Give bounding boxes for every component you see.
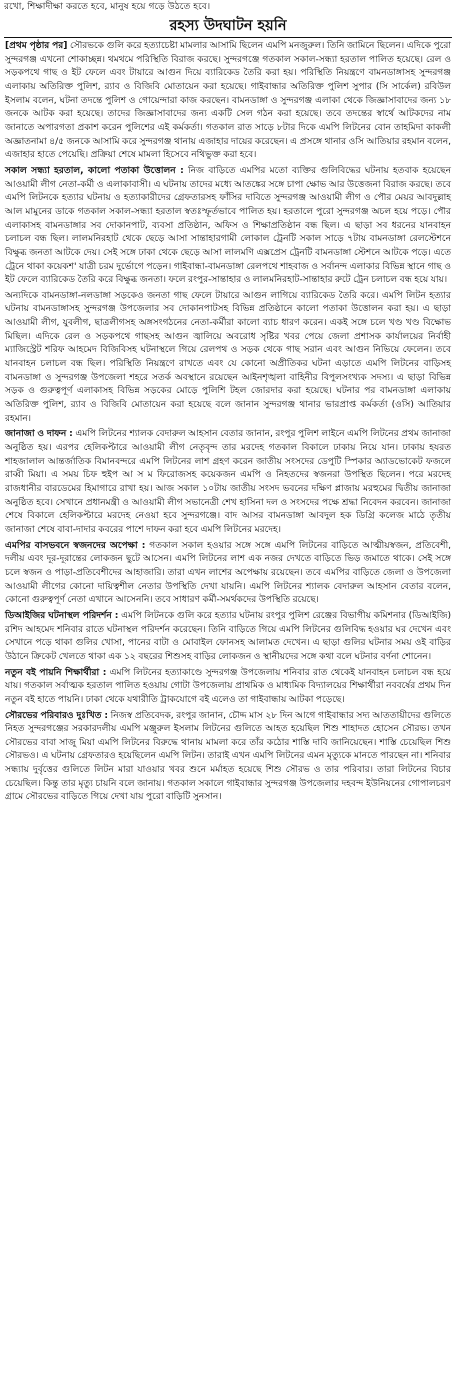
article-headline: রহস্য উদঘাটন হয়নি [169, 18, 287, 34]
article-body [5, 40, 451, 807]
paragraph-lead [5, 40, 451, 163]
subheading: ডিআইজির ঘটনাস্থল পরিদর্শন : [5, 610, 119, 621]
subheading: সকাল সন্ধ্যা হরতাল, কালো পতাকা উত্তোলন : [5, 165, 184, 176]
paragraph-text: অন্যদিকে বামনডাঙ্গা-নলডাঙ্গা সড়কেও জনতা গাছ ফেলে টায়ারে আগুন লাগিয়ে ব্যারিকেড তৈরি করে। এমপি লিটন হত্যার ঘটনায় বামনডাঙ্গাসহ সুন্দরগঞ্জ উপজেলার সব দোকানপাটসহ বিভিন্ন প্রতিষ্ঠানে কালো পতাকা উত্তোলন করা হয়। এ ছাড়া আওয়ামী লীগ, যুবলীগ, ছাত্রলীগসহ অঙ্গসংগঠনের নেতা-কর্মীরা কালো ব্যাচ ধারণ করেন। একই সঙ্গে চলে খণ্ড খণ্ড বিক্ষোভ মিছিল। এদিকে রেল ও সড়কপথে গাছসহ আগুন জ্বালিয়ে অবরোধ সৃষ্টির খবর পেয়ে জেলা প্রশাসক কার্যালয়ের নির্বাহী ম্যাজিস্ট্রেট শরিফ আহমেদ বিজিবিসহ ঘটনাস্থলে গিয়ে রেলপথ ও সড়ক থেকে গাছ সরান এবং আগুন নিভিয়ে ফেলেন। তবে যানবাহন চলাচল বন্ধ ছিল। পরিস্থিতি নিয়ন্ত্রণে রাখতে এবং যে কোনো অপ্রীতিকর ঘটনা এড়াতে এমপি লিটনের বাড়িসহ বামনডাঙ্গা ও সুন্দরগঞ্জ উপজেলা শহরে সতর্ক অবস্থানে রয়েছেন আইনশৃঙ্খলা বাহিনীর বিপুলসংখ্যক সদস্য। এ ছাড়া বিভিন্ন সড়ক ও গুরুত্বপূর্ণ এলাকাসহ বিভিন্ন সড়কের মোড়ে পুলিশি টহল জোরদার করা হয়েছে। ঘটনার পর বামনডাঙ্গা এলাকায় অতিরিক্ত পুলিশ, র‌্যাব ও বিজিবি মোতায়েন করা হয়েছে বলে জানান সুন্দরগঞ্জ থানার ভারপ্রাপ্ত কর্মকর্তা (ওসি) আতিয়ার রহমান। [5, 290, 451, 424]
previous-article-fragment: রখো, শিক্ষাদীক্ষা করতে হবে, মানুষ হয়ে গড়ে উঠতে হবে। [4, 1, 211, 12]
paragraph-text: এমপি লিটনের শ্যালক বেদারুল আহসান বেতার জানান, রংপুর পুলিশ লাইনে এমপি লিটনের প্রথম জানাজা অনুষ্ঠিত হয়। এরপর হেলিকপ্টারে আওয়ামী লীগ নেতৃবৃন্দ তার মরদেহ গতকাল বিকালে ঢাকায় নিয়ে যান। ঢাকায় হযরত শাহজালাল আন্তর্জাতিক বিমানবন্দরে এমপি লিটনের লাশ গ্রহণ করেন জাতীয় সংসদের ডেপুটি স্পিকার অ্যাডভোকেট ফজলে রাব্বী মিয়া। এ সময় চিফ হুইপ আ স ম ফিরোজসহ কয়েকজন এমপি ও নিহতদের স্বজনরা উপস্থিত ছিলেন। পরে মরদেহ রাজধানীর বারডেমের হিমাগারে রাখা হয়। আজ সকাল ১০টায় জাতীয় সংসদ ভবনের দক্ষিণ প্লাজায় মরহুমের দ্বিতীয় জানাজা অনুষ্ঠিত হবে। সেখানে প্রধানমন্ত্রী ও আওয়ামী লীগ সভানেত্রী শেখ হাসিনা দল ও সংসদের পক্ষে শ্রদ্ধা নিবেদন করবেন। জানাজা শেষে বিকালে হেলিকপ্টারে মরদেহ নেওয়া হবে সুন্দরগঞ্জে। বাদ আসর বামনডাঙ্গা আবদুল হক ডিগ্রি কলেজ মাঠে তৃতীয় জানাজা শেষে বাবা-দাদার কবরের পাশে দাফন করা হবে এমপি লিটনের মরদেহ। [5, 429, 452, 535]
paragraph-text: এমপি লিটনকে গুলি করে হত্যার ঘটনায় রংপুর পুলিশ রেঞ্জের বিভাগীয় কমিশনার (ডিআইজি) রশিদ আহমেদ শনিবার রাতে ঘটনাস্থল পরিদর্শন করেছেন। তিনি বাড়িতে গিয়ে এমপি লিটনের গুলিবিদ্ধ হওয়ার ঘর দেখেন এবং সেখানে পড়ে থাকা গুলির খোসা, পানের বাটা ও মোবাইল ফোনসহ আলামত দেখেন। এ ছাড়া গুলির ঘটনার সময় ওই বাড়ির উঠানে ক্রিকেট খেলতে থাকা এক ১২ বছরের শিশুসহ বাড়ির লোকজন ও স্থানীয়দের সঙ্গে কথা বলে ঘটনার বর্ণনা শোনেন। [5, 610, 451, 662]
subheading: এমপির বাসভবনে স্বজনদের অপেক্ষা : [5, 540, 146, 551]
subheading: জানাজা ও দাফন : [5, 429, 73, 440]
paragraph-sourav-family [5, 710, 451, 806]
paragraph-hartal [5, 165, 451, 288]
paragraph-barricade [5, 290, 451, 427]
headline-rule [4, 37, 452, 38]
paragraph-text: এমপি লিটনের হত্যাকাণ্ডে সুন্দরগঞ্জ উপজেলায় শনিবার রাত থেকেই যানবাহন চলাচল বন্ধ হয়ে যায়। গতকাল সর্বাত্মক হরতাল পালিত হওয়ায় গোটা উপজেলায় প্রাথমিক ও মাধ্যমিক বিদ্যালয়ের শিক্ষার্থীরা নববর্ষের প্রথম দিন নতুন বই হাতে পায়নি। ঢাকা থেকে যথারীতি ট্রাকযোগে বই এলেও তা গাইবান্ধায় আটকা পড়েছে। [5, 667, 451, 705]
paragraph-text: গতকাল সকাল হওয়ার সঙ্গে সঙ্গে এমপি লিটনের বাড়িতে আত্মীয়স্বজন, প্রতিবেশী, দলীয় এবং দূর-দূরান্তের লোকজন ছুটে আসেন। এমপি লিটনের লাশ এক নজর দেখতে বাড়িতে ভিড় জমাতে থাকে। সেই সঙ্গে চলে স্বজন ও পাড়া-প্রতিবেশীদের আহাজারি। তারা এখন লাশের অপেক্ষায় রয়েছেন। তবে এমপির বাড়িতে জেলা ও উপজেলা আওয়ামী লীগের কোনো দায়িত্বশীল নেতার উপস্থিতি দেখা যায়নি। এমপি লিটনের শ্যালক বেদারুল আহসান বেতার বলেন, কোনো গুরুত্বপূর্ণ নেতা এখানে আসেননি। তবে সাধারণ কর্মী-সমর্থকদের উপস্থিতি রয়েছে। [5, 540, 451, 606]
paragraph-dig-visit [5, 610, 451, 665]
paragraph-text: নিজ বাড়িতে এমপির মতো ব্যক্তির গুলিবিদ্ধের ঘটনায় হতবাক হয়েছেন আওয়ামী লীগ নেতা-কর্মী ও এলাকাবাসী। এ ঘটনায় তাদের মধ্যে আতঙ্কের সঙ্গে চাপা ক্ষোভ আর উত্তেজনা বিরাজ করছে। তবে এমপি লিটনকে হত্যার ঘটনায় ও হত্যাকারীদের গ্রেফতারসহ ফাঁসির দাবিতে সুন্দরগঞ্জ আওয়ামী লীগ ও পৌর মেয়র আবদুল্লাহ আল মামুনের ডাকে গতকাল সকাল-সন্ধ্যা হরতাল স্বতঃস্ফূর্তভাবে পালিত হয়। হরতালে পুরো সুন্দরগঞ্জ অচল হয়ে পড়ে। পৌর এলাকাসহ বামনডাঙ্গার সব দোকানপাট, ব্যবসা প্রতিষ্ঠান, অফিস ও শিক্ষাপ্রতিষ্ঠান বন্ধ ছিল। এ ছাড়া সব ধরনের যানবাহন চলাচল বন্ধ ছিল। লালমনিরহাট থেকে ছেড়ে আসা সান্তাহারগামী লোকাল ট্রেনটি সকাল সাড়ে ৭টায় বামনডাঙ্গা রেলস্টেশনে বিক্ষুব্ধ জনতা আটকে দেয়। সেই সঙ্গে ঢাকা থেকে ছেড়ে আসা লালমণি এক্সপ্রেস ট্রেনটি বামনডাঙ্গা স্টেশনে আটকে পড়ে। এতে ট্রেনে থাকা কয়েকশ' যাত্রী চরম দুর্ভোগে পড়েন। গাইবান্ধা-বামনডাঙ্গা রেলপথে শাহবাজ ও সর্বানন্দ এলাকার বিভিন্ন স্থানে গাছ ও ইট ফেলে ব্যারিকেড তৈরি করে বিক্ষুব্ধ জনতা। ফলে রংপুর-সান্তাহার ও লালমনিরহাট-সান্তাহার রুটে ট্রেন চলাচল বন্ধ হয়ে যায়। [5, 165, 451, 286]
subheading: সৌরভের পরিবারও দুঃখিত : [5, 710, 108, 721]
paragraph-new-books [5, 667, 451, 708]
subheading: নতুন বই পায়নি শিক্ষার্থীরা : [5, 667, 107, 678]
paragraph-text: নিজস্ব প্রতিবেদক, রংপুর জানান, চৌদ্দ মাস ২৮ দিন আগে গাইবান্ধার সদ্য আততায়ীদের গুলিতে নিহত সুন্দরগঞ্জের সরকারদলীয় এমপি মঞ্জুরুল ইসলাম লিটনের গুলিতে আহত হয়েছিল শিশু শাহাদত হোসেন সৌরভ। তখন সৌরভের বাবা সাজু মিয়া এমপি লিটনের বিরুদ্ধে থানায় মামলা করে তাঁর কঠোর শাস্তি দাবি জানিয়েছেন। শাস্তি চেয়েছিল শিশু সৌরভও। এ ঘটনায় গ্রেফতারও হয়েছিলেন এমপি লিটন। তারাই এখন এমপি লিটনের এমন মৃত্যুকে মানতে পারছেন না। শনিবার সন্ধ্যায় দুর্বৃত্তের গুলিতে লিটন মারা যাওয়ার খবর শুনে মর্মাহত হয়েছে শিশু সৌরভ ও তার পরিবার। তারা লিটনের বিচার চেয়েছিল। কিন্তু তার মৃত্যু চায়নি বলে জানায়। গতকাল সকালে গাইবান্ধার সুন্দরগঞ্জ উপজেলার দহবন্দ ইউনিয়নের গোপালচরণ গ্রামে সৌরভের বাড়িতে গিয়ে দেখা যায় পুরো বাড়িটি সুনসান। [5, 710, 452, 803]
paragraph-relatives [5, 540, 451, 608]
paragraph-janaja [5, 428, 451, 537]
continued-from-label: [প্রথম পৃষ্ঠার পর] [5, 41, 68, 51]
paragraph-text: সৌরভকে গুলি করে হত্যাচেষ্টা মামলার আসামি ছিলেন এমপি মনজুরুল। তিনি জামিনে ছিলেন। এদিকে পুরো সুন্দরগঞ্জ এখনো শোকাচ্ছন্ন। থমথমে পরিস্থিতি বিরাজ করছে। সুন্দরগঞ্জে গতকাল সকাল-সন্ধ্যা হরতাল পালিত হয়েছে। রেল ও সড়কপথে গাছ ও ইট ফেলে এবং টায়ারে আগুন দিয়ে ব্যারিকেড তৈরি করা হয়। পরিস্থিতি নিয়ন্ত্রণে বামনডাঙ্গাসহ সুন্দরগঞ্জ এলাকায় অতিরিক্ত পুলিশ, র‌্যাব ও বিজিবি মোতায়েন করা হয়েছে। গাইবান্ধার অতিরিক্ত পুলিশ সুপার (সি সার্কেল) রবিউল ইসলাম বলেন, ঘটনা তদন্তে পুলিশ ও গোয়েন্দারা কাজ করছেন। বামনডাঙ্গা ও সুন্দরগঞ্জ এলাকা থেকে জিজ্ঞাসাবাদের জন্য ১৮ জনকে আটক করা হয়েছে। তাদের জিজ্ঞাসাবাদের জন্য একটি সেল গঠন করা হয়েছে। তবে তদন্তের স্বার্থে আটকদের নাম জানাতে অপারগতা প্রকাশ করেন পুলিশের এই কর্মকর্তা। গতকাল রাত সাড়ে ৮টার দিকে এমপি লিটনের বোন তাহমিদা কাকলী অজ্ঞাতনামা ৪/৫ জনকে আসামি করে সুন্দরগঞ্জ থানায় এজাহার দায়ের করেছেন। এ প্রসঙ্গে থানার ওসি আতিয়ার রহমান বলেন, এজাহার হাতে পেয়েছি। প্রক্রিয়া শেষে মামলা হিসেবে নথিভুক্ত করা হবে। [5, 41, 451, 161]
